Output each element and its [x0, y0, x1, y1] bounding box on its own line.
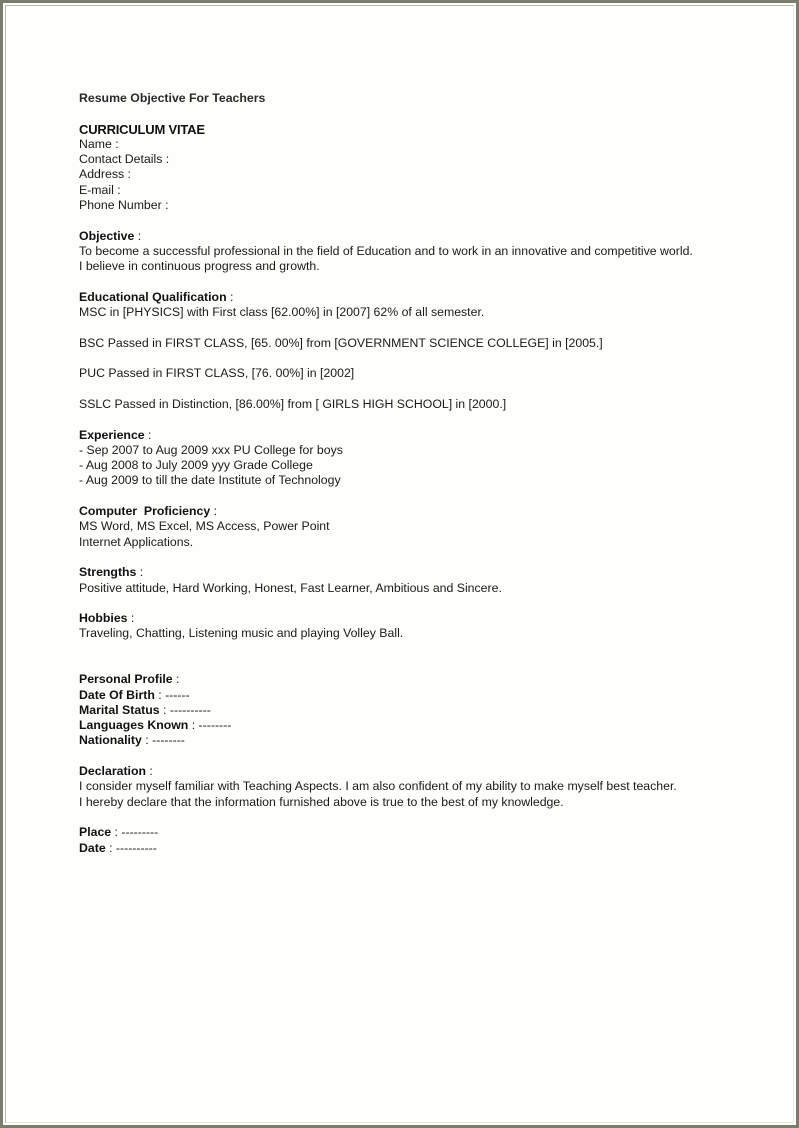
contact-field-phone: Phone Number :	[79, 198, 169, 213]
experience-item: - Sep 2007 to Aug 2009 xxx PU College for boys	[79, 442, 343, 457]
hobbies-text: Traveling, Chatting, Listening music and playing Volley Ball.	[79, 626, 404, 641]
experience-heading: Experience	[79, 427, 145, 442]
education-item-puc: PUC Passed in FIRST CLASS, [76. 00%] in [2002]	[79, 366, 355, 381]
profile-label: Marital Status	[79, 702, 160, 717]
profile-field-nationality	[79, 733, 719, 748]
contact-field-address: Address :	[79, 167, 131, 182]
experience-item: - Aug 2009 to till the date Institute of Technology	[79, 473, 341, 488]
personal-profile-colon: :	[172, 672, 180, 687]
declaration-heading: Declaration	[79, 764, 146, 779]
profile-value: : ------	[154, 687, 190, 702]
personal-profile-heading-row	[79, 672, 719, 687]
hobbies-heading-row	[79, 611, 719, 626]
education-item-bsc: BSC Passed in FIRST CLASS, [65. 00%] from [GOVERNMENT SCIENCE COLLEGE] in [2005.]	[79, 335, 603, 350]
contact-field-name: Name :	[79, 136, 119, 151]
profile-field-dob	[79, 688, 719, 703]
education-colon: :	[226, 289, 234, 304]
objective-heading-row	[79, 229, 719, 244]
declaration-statement: I hereby declare that the information furnished above is true to the best of my knowledge.	[79, 794, 564, 809]
profile-label: Date Of Birth	[79, 687, 155, 702]
sign-off-label: Place	[79, 825, 112, 840]
sign-off-label: Date	[79, 840, 106, 855]
profile-value: : --------	[141, 733, 185, 748]
resume-page	[79, 91, 719, 856]
computer-heading: Computer Proficiency	[79, 504, 211, 519]
education-item-sslc: SSLC Passed in Distinction, [86.00%] from [ GIRLS HIGH SCHOOL] in [2000.]	[79, 396, 507, 411]
strengths-heading-row	[79, 565, 719, 580]
computer-heading-row	[79, 504, 719, 519]
declaration-colon: :	[145, 764, 153, 779]
education-heading: Educational Qualification	[79, 289, 227, 304]
profile-value: : --------	[188, 718, 232, 733]
hobbies-heading: Hobbies	[79, 611, 128, 626]
sign-off-date	[79, 841, 719, 856]
computer-skills-line: MS Word, MS Excel, MS Access, Power Point	[79, 519, 330, 534]
sign-off-value: : ---------	[111, 825, 159, 840]
computer-colon: :	[210, 504, 218, 519]
document-title: Resume Objective For Teachers	[79, 91, 266, 105]
contact-field-contact-details: Contact Details :	[79, 152, 170, 167]
strengths-heading: Strengths	[79, 565, 137, 580]
personal-profile-heading: Personal Profile	[79, 672, 173, 687]
experience-item: - Aug 2008 to July 2009 yyy Grade College	[79, 458, 313, 473]
experience-colon: :	[144, 427, 152, 442]
profile-value: : ----------	[159, 702, 211, 717]
profile-field-marital-status	[79, 703, 719, 718]
objective-colon: :	[134, 228, 142, 243]
sign-off-value: : ----------	[105, 840, 157, 855]
sign-off-place	[79, 825, 719, 840]
objective-text: To become a successful professional in the field of Education and to work in an innovative and competitive world. I believe in continuous progress and growth.	[79, 243, 693, 274]
education-item-msc: MSC in [PHYSICS] with First class [62.00%] in [2007] 62% of all semester.	[79, 305, 485, 320]
declaration-heading-row	[79, 764, 719, 779]
education-heading-row	[79, 290, 719, 305]
computer-skills-line: Internet Applications.	[79, 534, 194, 549]
contact-field-email: E-mail :	[79, 182, 121, 197]
strengths-text: Positive attitude, Hard Working, Honest, Fast Learner, Ambitious and Sincere.	[79, 580, 502, 595]
experience-heading-row	[79, 428, 719, 443]
cv-heading: CURRICULUM VITAE	[79, 121, 205, 137]
objective-heading: Objective	[79, 228, 135, 243]
profile-field-languages	[79, 718, 719, 733]
profile-label: Languages Known	[79, 718, 189, 733]
profile-label: Nationality	[79, 733, 142, 748]
declaration-text: I consider myself familiar with Teaching Aspects. I am also confident of my ability to make myself best teacher.	[79, 779, 677, 794]
strengths-colon: :	[136, 565, 144, 580]
hobbies-colon: :	[127, 611, 135, 626]
